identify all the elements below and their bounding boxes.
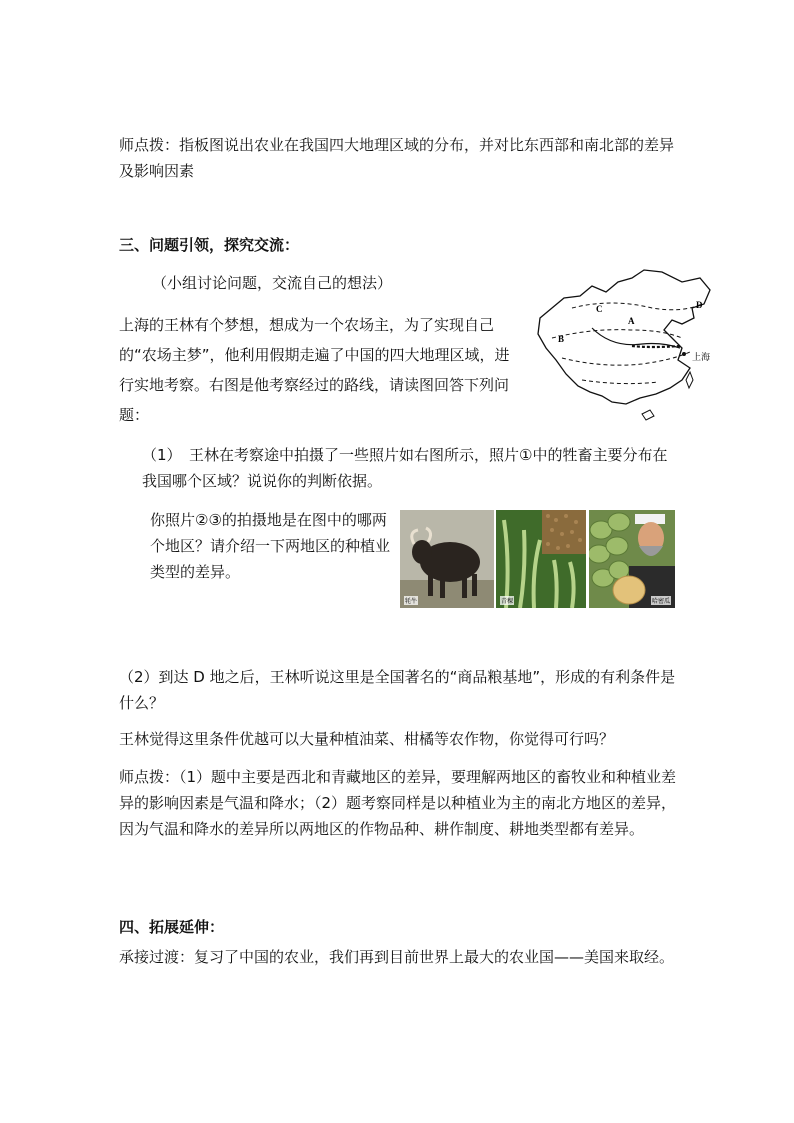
map-label-a: A xyxy=(628,316,635,326)
discussion-hint: （小组讨论问题，交流自己的想法） xyxy=(152,274,393,292)
yak-caption: 牦牛 xyxy=(405,598,418,605)
scenario-intro: 上海的王林有个梦想，想成为一个农场主，为了实现自己的“农场主梦”，他利用假期走遍了中国的四大地理区域，进行实地考察。右图是他考察经过的路线，请读图回答下列问题： xyxy=(119,316,510,424)
transition-text: 承接过渡：复习了中国的农业，我们再到目前世界上最大的农业国——美国来取经。 xyxy=(119,948,675,966)
map-label-c: C xyxy=(596,304,603,314)
map-label-d: D xyxy=(696,300,703,310)
section-3-heading: 三、问题引领，探究交流： xyxy=(119,236,300,254)
wheat-photo xyxy=(496,510,586,608)
melon-photo xyxy=(589,510,675,608)
china-route-map xyxy=(532,268,722,428)
question-3: 王林觉得这里条件优越可以大量种植油菜、柑橘等农作物，你觉得可行吗？ xyxy=(119,730,615,748)
wheat-caption: 青稞 xyxy=(501,598,514,605)
photo-strip xyxy=(400,510,675,608)
question-1-followup: 你照片②③的拍摄地是在图中的哪两个地区？请介绍一下两地区的种植业类型的差异。 xyxy=(150,511,391,581)
question-2: （2）到达 D 地之后，王林听说这里是全国著名的“商品粮基地”，形成的有利条件是什么？ xyxy=(119,668,676,712)
question-1: （1） 王林在考察途中拍摄了一些照片如右图所示，照片①中的牲畜主要分布在我国哪个区域？说说你的判断依据。 xyxy=(142,446,668,490)
map-label-b: B xyxy=(558,334,565,344)
section-4-heading: 四、拓展延伸： xyxy=(119,918,225,936)
shanghai-dot xyxy=(682,352,686,356)
teacher-note-answer: 师点拨：（1）题中主要是西北和青藏地区的差异，要理解两地区的畜牧业和种植业差异的影响因素是气温和降水；（2）题考察同样是以种植业为主的南北方地区的差异，因为气温和降水的差异所以两地区的作物品种、耕作制度、耕地类型都有差异。 xyxy=(119,768,677,838)
teacher-note-intro: 师点拨：指板图说出农业在我国四大地理区域的分布，并对比东西部和南北部的差异及影响因素 xyxy=(119,136,675,180)
map-label-shanghai: 上海 xyxy=(692,352,711,362)
yak-photo xyxy=(400,510,494,608)
melon-caption: 哈密瓜 xyxy=(651,598,670,605)
